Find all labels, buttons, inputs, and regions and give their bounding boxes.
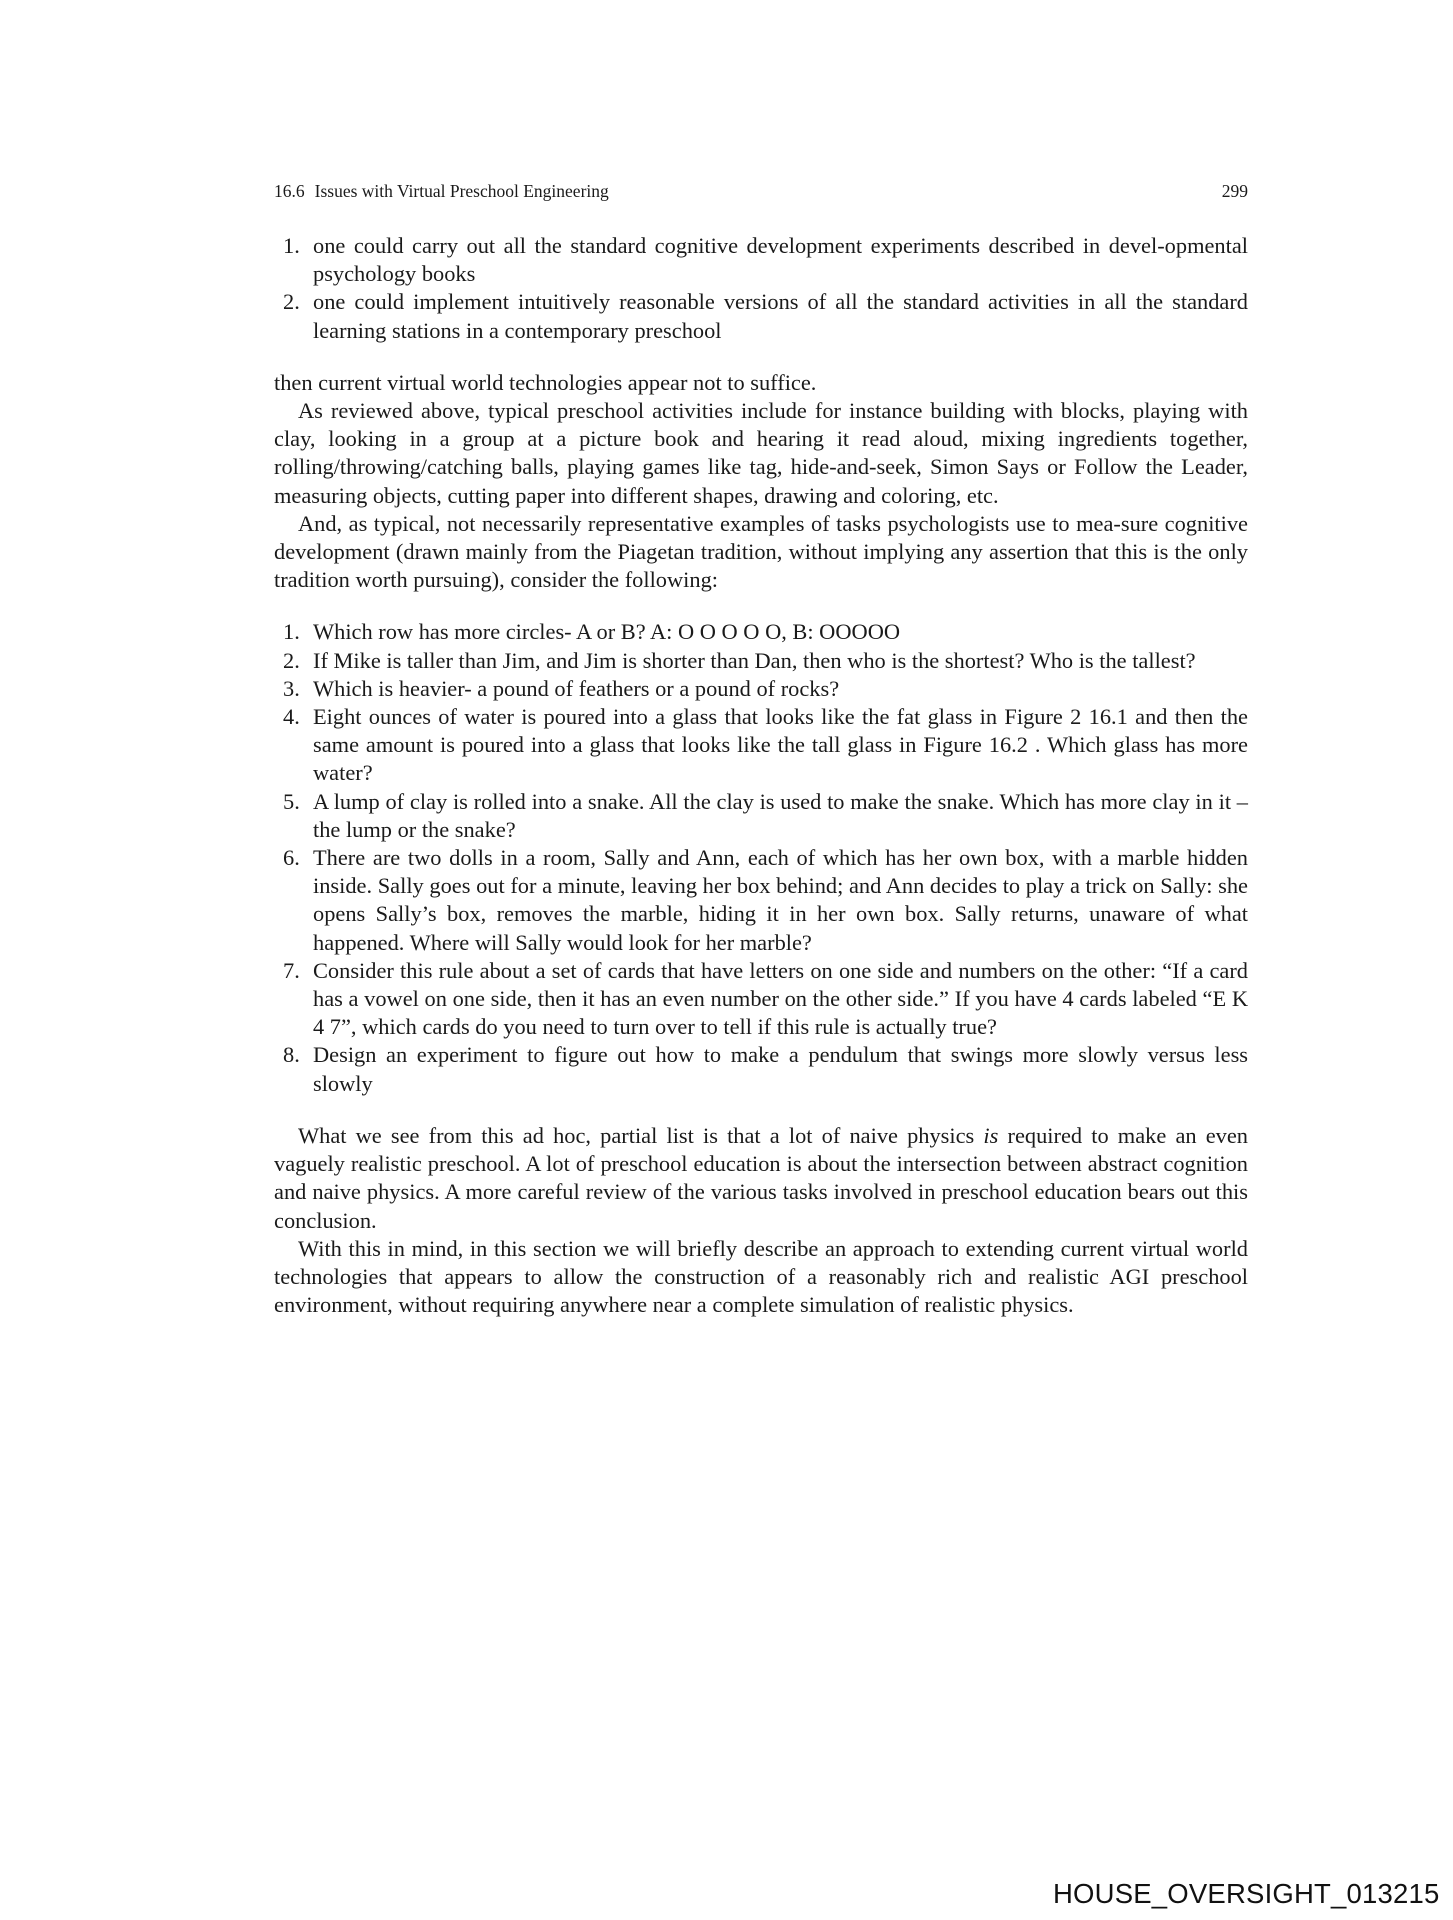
page-number: 299: [1221, 181, 1248, 201]
list-item-text: A lump of clay is rolled into a snake. All the clay is used to make the snake. Which has more clay in it – the lump or the snake?: [313, 788, 1248, 842]
list-item-number: 6.: [283, 845, 300, 871]
list-item-text: one could carry out all the standard cognitive development experiments described in devel-opmental psychology books: [313, 233, 1248, 287]
list-item-number: 5.: [283, 788, 300, 814]
list-item-number: 2.: [283, 289, 300, 315]
criteria-list: [274, 232, 1248, 345]
psychology-tasks-list: [274, 618, 1248, 1097]
list-item-text: one could implement intuitively reasonable versions of all the standard activities in all the standard learning stations in a contemporary preschool: [313, 289, 1248, 343]
list-item-text: Design an experiment to figure out how to make a pendulum that swings more slowly versus less slowly: [313, 1042, 1248, 1096]
section-title: Issues with Virtual Preschool Engineering: [314, 181, 609, 201]
bates-stamp: HOUSE_OVERSIGHT_013215: [1053, 1878, 1440, 1909]
list-item-text: Which row has more circles- A or B? A: O O O O O, B: OOOOO: [313, 619, 901, 645]
list-item: [274, 232, 1248, 288]
list-item: [274, 1041, 1248, 1097]
list-item: [274, 788, 1248, 844]
list-item-number: 3.: [283, 675, 300, 701]
running-head: [274, 180, 1248, 202]
list-item: [274, 288, 1248, 344]
list-item: [274, 703, 1248, 788]
emphasis-text: is: [983, 1122, 999, 1148]
list-item-number: 2.: [283, 647, 300, 673]
list-item: [274, 844, 1248, 957]
list-item-text: Consider this rule about a set of cards that have letters on one side and numbers on the other: “If a card has a vowel on one side, then it has an even number on the other side.” If you have 4 cards labeled “E K 4 7”, which cards do you need to turn over to tell if this rule is actually true?: [313, 957, 1248, 1040]
paragraph-approach: With this in mind, in this section we will briefly describe an approach to extending current virtual world technologies that appears to allow the construction of a reasonably rich and realistic AGI preschool environment, without requiring anywhere near a complete simulation of realistic physics.: [274, 1235, 1248, 1318]
list-item: [274, 618, 1248, 646]
paragraph-psych-tasks-intro: And, as typical, not necessarily representative examples of tasks psychologists use to mea-sure cognitive development (drawn mainly from the Piagetan tradition, without implying any assertion that this is the only tradition worth pursuing), consider the following:: [274, 510, 1248, 593]
list-item-text: There are two dolls in a room, Sally and Ann, each of which has her own box, with a marble hidden inside. Sally goes out for a minute, leaving her box behind; and Ann decides to play a trick on Sally: she opens Sally’s box, removes the marble, hiding it in her own box. Sally returns, unaware of what happened. Where will Sally would look for her marble?: [313, 845, 1248, 955]
body-text: [274, 232, 1248, 1319]
list-item-number: 1.: [283, 619, 300, 645]
text-run: required to make an even vaguely realistic preschool. A lot of preschool education is about the intersection between abstract cognition and naive physics. A more careful review of the various tasks involved in preschool education bears out this conclusion.: [274, 1122, 1248, 1233]
list-item: [274, 957, 1248, 1042]
list-item-text: If Mike is taller than Jim, and Jim is shorter than Dan, then who is the shortest? Who is the tallest?: [313, 647, 1196, 673]
paragraph-preschool-activities: As reviewed above, typical preschool activities include for instance building with blocks, playing with clay, looking in a group at a picture book and hearing it read aloud, mixing ingredients together, rolling/throwing/catching balls, playing games like tag, hide-and-seek, Simon Says or Follow the Leader, measuring objects, cutting paper into different shapes, drawing and coloring, etc.: [274, 398, 1248, 508]
list-item: [274, 647, 1248, 675]
list-item-text: Which is heavier- a pound of feathers or a pound of rocks?: [313, 675, 840, 701]
paragraph-continuation: then current virtual world technologies appear not to suffice.: [274, 369, 817, 395]
section-number: 16.6: [274, 181, 305, 201]
list-item: [274, 675, 1248, 703]
list-item-number: 8.: [283, 1042, 300, 1068]
list-item-number: 1.: [283, 233, 300, 258]
running-head-title: [274, 180, 609, 202]
list-item-number: 4.: [283, 704, 300, 730]
list-item-number: 7.: [283, 957, 300, 983]
text-run: What we see from this ad hoc, partial list is that a lot of naive physics: [298, 1122, 984, 1148]
paragraph-naive-physics: [274, 1122, 1248, 1235]
list-item-text: Eight ounces of water is poured into a glass that looks like the fat glass in Figure 2 16.1 and then the same amount is poured into a glass that looks like the tall glass in Figure 16.2 . Which glass has more water?: [313, 704, 1248, 786]
